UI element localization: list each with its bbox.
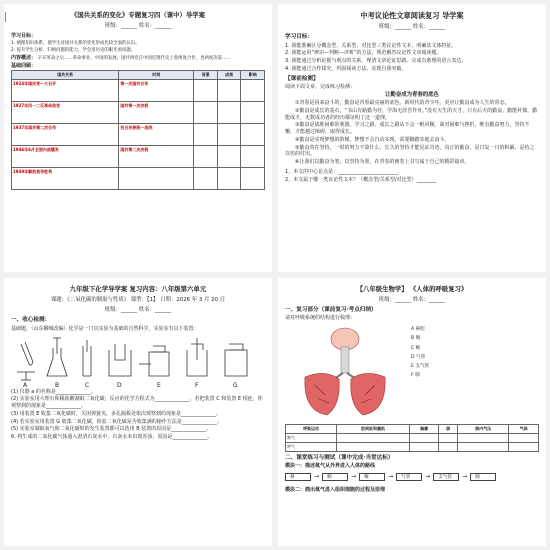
- table-cell: [217, 145, 241, 167]
- chinese-worksheet: [278, 4, 546, 272]
- table-cell: [509, 442, 539, 451]
- chinese-goal: 2. 我能运用“辨识—判断—评析”的方法，规范解答议论性文章阅读题。: [285, 50, 442, 57]
- arrow-right-icon: →: [314, 472, 320, 480]
- table-cell: [217, 101, 241, 123]
- history-intro-label: 内容概述：: [11, 54, 37, 61]
- table-cell: [241, 167, 265, 189]
- table-cell: [337, 442, 410, 451]
- table-header: 呼吸运动: [286, 425, 337, 433]
- device-label: B: [55, 381, 60, 388]
- organ-label: F 肺: [411, 373, 420, 379]
- organ-label: E 支气管: [411, 363, 430, 369]
- chinese-goal: 1. 我能准确区分概念型、关系型、对比型三类议论性文本，明确其文体特征。: [285, 42, 457, 49]
- history-name-line: 班级：______ 姓名：______: [104, 22, 172, 29]
- table-cell: 1946年6月全面内战爆发: [12, 145, 119, 167]
- lab-apparatus-icon: [11, 336, 261, 388]
- article-paragraph: ②勤奋是成长的基石。“书山有路勤为径，学海无涯苦作舟。”没有天生的天才，只有后天的勤奋。勤能补拙，勤能成才，无数成功者的经历都证明了这一道理。: [285, 107, 538, 121]
- flow-step: 支气管: [433, 473, 459, 481]
- table-row: [12, 79, 265, 101]
- device-label: F: [195, 381, 199, 388]
- history-goals-label: 学习目标：: [11, 32, 37, 39]
- table-cell: [241, 123, 265, 145]
- table-cell: [241, 101, 265, 123]
- table-cell: [439, 442, 458, 451]
- table-cell: [509, 433, 539, 442]
- respiratory-diagram: [285, 325, 539, 421]
- device-label: G: [233, 381, 238, 388]
- table-header: 国共关系: [12, 71, 119, 79]
- article-paragraph: ①青春是用来奋斗的，勤奋是青春最亮丽的底色。新时代的青少年，更应让勤奋成为人生的常态。: [295, 100, 510, 107]
- bio-sub-2: 模块一：描述氧气从外界进入人体的路线: [285, 463, 376, 470]
- chem-intro: 基础题。（山东聊城改编）化学是一门以实验为基础的自然科学，实验室有以下装置：: [11, 325, 199, 332]
- table-row: [12, 167, 265, 189]
- apparatus-figure: [11, 336, 265, 388]
- chem-title: 九年级下化学导学案 复习内容：八年级第六单元: [69, 285, 207, 293]
- table-header: 肋间肌和膈肌: [337, 425, 410, 433]
- table-header: 背景: [194, 71, 218, 79]
- table-cell: [119, 167, 194, 189]
- history-intro: [11, 55, 265, 62]
- table-header: 时间: [119, 71, 194, 79]
- arrow-right-icon: →: [462, 472, 468, 480]
- table-cell: [439, 433, 458, 442]
- table-cell: [458, 442, 509, 451]
- history-intro-text: 辛亥革命之后……革命事业、中国的发展。国共两党在中国近现代史上曾两度合作，也两度决裂……: [37, 55, 231, 61]
- history-worksheet: [4, 4, 272, 272]
- table-cell: [458, 433, 509, 442]
- biology-worksheet: [278, 278, 546, 546]
- chem-course-line: 课题：《二氧化碳的制取与性质》 课型：【1】 日期：2026 年 3 月 20 日: [50, 296, 226, 303]
- table-cell: 吸气: [286, 433, 337, 442]
- table-cell: [194, 101, 218, 123]
- breathing-table: [285, 424, 539, 451]
- table-cell: 国共第一次决裂: [119, 101, 194, 123]
- table-row: [286, 442, 539, 451]
- chem-question: 6. 将生成的二氧化碳气体通入澄清石灰水中，石灰水未出现浑浊，原因是______________。: [11, 434, 213, 441]
- history-goal: 1. 梳理知识体系，使学生对国共关系的变化形成比较全面的认识。: [11, 40, 140, 46]
- history-goal: 2. 提升学生分析、归纳问题的能力，学会用历史的眼光看问题。: [11, 47, 136, 53]
- table-row: [12, 101, 265, 123]
- chem-question: (5) 实验室制取氧气和二氧化碳时的发生装置都可以选用 B 装置的原因是______________。: [11, 426, 212, 433]
- table-header: 胸廓: [409, 425, 439, 433]
- organ-label: D 气管: [411, 354, 426, 360]
- chem-question: (3) 用装置 E 收集二氧化碳时，关闭弹簧夹，多孔隔板处依次观察到的现象是______________。: [11, 410, 222, 417]
- lungs-icon: [285, 325, 405, 421]
- chinese-title: 中考议论性文章阅读复习 导学案: [360, 11, 464, 20]
- table-cell: [217, 123, 241, 145]
- chem-question: (4) 若实验室用装置 G 收集二氧化碳，检验二氧化碳是否收集满的操作方法是______________。: [11, 418, 222, 425]
- organ-label-list: [411, 325, 429, 421]
- arrow-right-icon: →: [388, 472, 394, 480]
- history-title: 《国共关系的变化》专题复习四（课中）导学案: [70, 11, 206, 19]
- bio-title: 【八年级生物学】 《人体的呼吸复习》: [356, 285, 468, 293]
- bio-sub-1: 请对呼吸系统的结构进行梳理：: [285, 315, 356, 322]
- organ-label: A 鼻腔: [411, 327, 425, 333]
- flow-step: 喉: [359, 473, 385, 481]
- table-header-row: [286, 425, 539, 433]
- history-table: [11, 70, 265, 189]
- arrow-right-icon: →: [425, 472, 431, 480]
- article-title: 让勤奋成为青春的底色: [385, 91, 439, 98]
- bio-name-line: 班级：______ 姓名：______: [378, 296, 446, 303]
- table-cell: 1924年国民党一大召开: [12, 79, 119, 101]
- table-header: 成果: [217, 71, 241, 79]
- question: 1、本文的中心论点是：________________________: [285, 168, 399, 175]
- flow-step: 肺: [470, 473, 496, 481]
- table-cell: [194, 79, 218, 101]
- article-paragraph: ⑥让我们以勤奋为笔，以坚持为墨，在青春的画卷上书写属于自己的精彩篇章。: [295, 159, 470, 166]
- question: 2、本文属于哪一类议论性文本？（概念型/关系型/对比型）________: [285, 176, 437, 183]
- chem-question: (2) 实验室用大理石和稀盐酸制取二氧化碳，反应的化学方程式为______________，若把装置 C 和装置 E 相连，你观察到的现象是______________。: [11, 396, 263, 410]
- article-paragraph: ④勤奋是实现梦想的阶梯。梦想不会自动实现，需要脚踏实地去奋斗。: [295, 136, 450, 143]
- device-label: E: [157, 381, 161, 388]
- bio-section-2: 二、课堂练习与测试（课中完成·当堂达标）: [285, 454, 394, 461]
- organ-label: B 咽: [411, 336, 421, 342]
- table-cell: [217, 167, 241, 189]
- table-cell: [241, 79, 265, 101]
- table-header: 肺: [439, 425, 458, 433]
- table-cell: 1927年四一二反革命政变: [12, 101, 119, 123]
- device-label: A: [23, 381, 28, 388]
- bio-section-1: 一、复习部分（课前复习·考点归纳）: [285, 306, 377, 313]
- table-cell: [194, 167, 218, 189]
- device-label: D: [117, 381, 122, 388]
- chinese-task-intro: 阅读下面文章，完成练习检测：: [285, 84, 356, 91]
- chemistry-worksheet: [4, 278, 272, 546]
- air-path-flow: [285, 473, 539, 481]
- table-cell: 第一次国共合作: [119, 79, 194, 101]
- chem-section-1: 一、收心检测：: [11, 317, 51, 324]
- article-paragraph: ③勤奋是战胜困难的利器。学习之路，成长之路从不会一帆风顺。面对困难与挫折，唯有勤奋努力，坚持不懈，才能越过障碍，取得成长。: [285, 122, 530, 136]
- organ-label: C 喉: [411, 345, 421, 351]
- device-label: C: [85, 381, 90, 388]
- chem-question: (1) 仪器 a 的名称是______________。: [11, 388, 96, 395]
- flow-step: 咽: [322, 473, 348, 481]
- table-cell: 抗日民族统一战线: [119, 123, 194, 145]
- table-header: 影响: [241, 71, 265, 79]
- table-row: [12, 145, 265, 167]
- flow-step: 气管: [396, 473, 422, 481]
- history-knowledge-label: 基础回顾：: [11, 62, 37, 69]
- chinese-goals-label: 学习目标：: [285, 34, 313, 41]
- table-cell: 1937年国共第二次合作: [12, 123, 119, 145]
- flow-step: 鼻: [285, 473, 311, 481]
- chinese-task-label: 【课前检测】: [285, 75, 319, 82]
- table-row: [12, 123, 265, 145]
- table-cell: [409, 433, 439, 442]
- article-paragraph: ⑤勤奋贵在坚持。一时的努力不算什么，长久的坚持才能见证奇迹。真正的勤奋，是日复一日的积累，是持之以恒的付出。: [285, 144, 535, 158]
- table-cell: [194, 123, 218, 145]
- table-cell: [194, 145, 218, 167]
- divider: [5, 12, 6, 22]
- table-cell: 国共第二次决裂: [119, 145, 194, 167]
- chem-name-line: 班级：______ 姓名：______: [104, 306, 172, 313]
- table-row: [286, 433, 539, 442]
- table-header-row: [12, 71, 265, 79]
- table-cell: 1949年解放战争胜利: [12, 167, 119, 189]
- table-cell: [217, 79, 241, 101]
- table-cell: [241, 145, 265, 167]
- table-cell: 呼气: [286, 442, 337, 451]
- chinese-name-line: 班级：______ 姓名：______: [378, 23, 446, 30]
- table-header: 气体: [509, 425, 539, 433]
- table-header: 肺内气压: [458, 425, 509, 433]
- bio-sub-2b: 模块二：画出氧气进入组织细胞的过程及原理: [285, 487, 386, 494]
- table-cell: [337, 433, 410, 442]
- arrow-right-icon: →: [351, 472, 357, 480]
- table-cell: [409, 442, 439, 451]
- chinese-goal: 3. 我能通过分析论据与观点的关系，理清文章论证思路，完成有条理的语言表达。: [285, 58, 467, 65]
- chinese-goal: 4. 我能通过合作探究，巩固阅读方法，实现自我突破。: [285, 65, 407, 72]
